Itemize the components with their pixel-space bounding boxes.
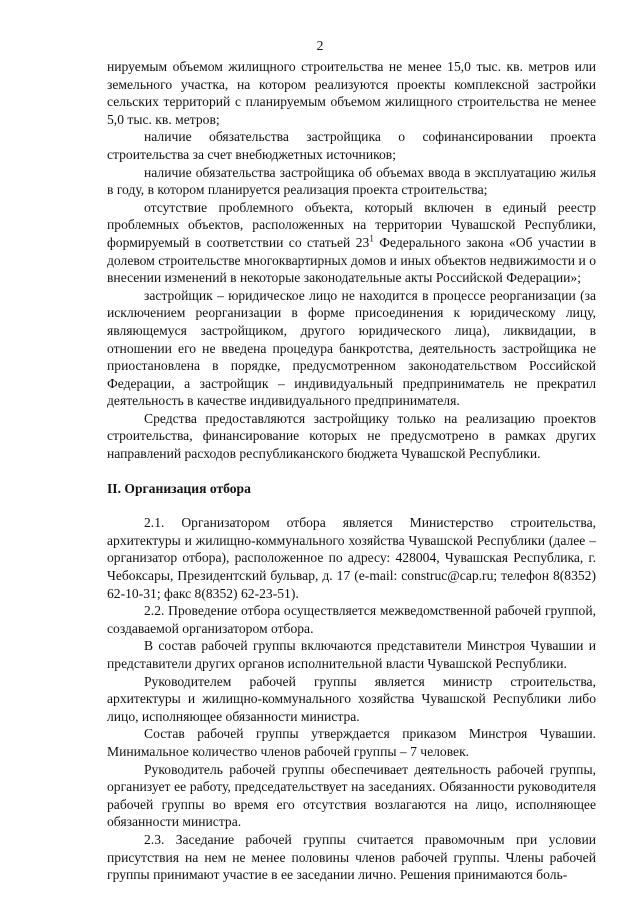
paragraphs-mid	[107, 287, 596, 463]
paragraph: Средства предоставляются застройщику только на реализацию проектов строительства, финансирование которых не предусмотрено в рамках других направлений расходов республиканского бюджета Чувашской Республики.	[107, 410, 596, 462]
superscript: 1	[369, 233, 374, 244]
paragraph-text: Федерального закона «Об участии в долевом строительстве многоквартирных домов и иных объектов недвижимости и о внесении изменений в некоторые законодательные акты Российской Федерации»;	[107, 234, 596, 286]
paragraph: 2.3. Заседание рабочей группы считается правомочным при условии присутствия на нем не менее половины членов рабочей группы. Члены рабочей группы принимают участие в ее заседании лично. Решения принимаются боль-	[107, 831, 596, 883]
paragraph: 2.1. Организатором отбора является Министерство строительства, архитектуры и жилищно-коммунального хозяйства Чувашской Республики (далее – организатор отбора), расположенное по адресу: 428004, Чувашская Республика, г. Чебоксары, Президентский бульвар, д. 17 (e-mail: construc@cap.ru; телефон 8(8352) 62-10-31; факс 8(8352) 62-23-51).	[107, 515, 596, 601]
paragraph: нируемым объемом жилищного строительства не менее 15,0 тыс. кв. метров или земельного участка, на котором реализуются проекты комплексной застройки сельских территорий с планируемым объемом жилищного строительства не менее 5,0 тыс. кв. метров;	[107, 59, 596, 127]
paragraph: наличие обязательства застройщика об объемах ввода в эксплуатацию жилья в году, в котором планируется реализация проекта строительства;	[107, 164, 596, 198]
paragraph-text: отсутствие проблемного объекта, который включен в единый реестр проблемных объектов, расположенных на территории Чувашской Республики, формируемый в соответствии со статьей 23	[107, 199, 596, 250]
paragraph: В состав рабочей группы включаются представители Минстроя Чувашии и представители других органов исполнительной власти Чувашской Республики.	[107, 638, 596, 671]
paragraph-problem-object	[107, 199, 596, 287]
section-heading: II. Организация отбора	[107, 480, 251, 496]
paragraph: застройщик – юридическое лицо не находится в процессе реорганизации (за исключением реорганизации в форме присоединения к юридическому лицу, являющемуся застройщиком, другого юридического лица), ликвидации, в отношении его не введена процедура банкротства, деятельность застройщика не приостановлена в порядке, предусмотренном законодательством Российской Федерации, а застройщик – индивидуальный предприниматель не прекратил деятельность в качестве индивидуального предпринимателя.	[107, 287, 596, 409]
page-number: 2	[316, 38, 324, 53]
spacer	[107, 463, 596, 480]
paragraphs-top	[107, 58, 596, 199]
paragraph: Руководитель рабочей группы обеспечивает деятельность рабочей группы, организует ее работу, председательствует на заседаниях. Обязанности руководителя рабочей группы во время его отсутствия возлагаются на лицо, исполняющее обязанности министра.	[107, 761, 596, 830]
paragraph: 2.2. Проведение отбора осуществляется межведомственной рабочей группой, создаваемой организатором отбора.	[107, 603, 596, 636]
paragraph: Состав рабочей группы утверждается приказом Минстроя Чувашии. Минимальное количество членов рабочей группы – 7 человек.	[107, 726, 596, 759]
paragraph: Руководителем рабочей группы является министр строительства, архитектуры и жилищно-коммунального хозяйства Чувашской Республики либо лицо, исполняющее обязанности министра.	[107, 673, 596, 724]
paragraph: наличие обязательства застройщика о софинансировании проекта строительства за счет внебюджетных источников;	[107, 129, 596, 162]
paragraphs-section	[107, 514, 596, 883]
document-body	[107, 58, 596, 884]
spacer	[107, 497, 596, 514]
